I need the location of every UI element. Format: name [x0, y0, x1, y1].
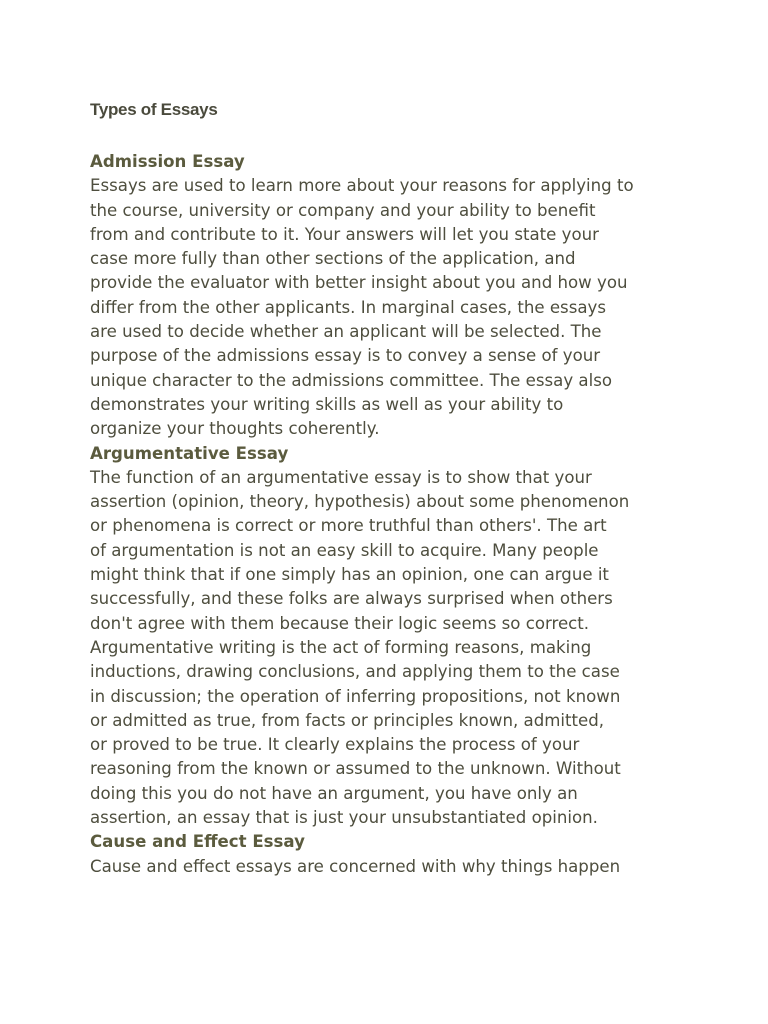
paragraph-line: assertion (opinion, theory, hypothesis) about some phenomenon	[90, 492, 630, 512]
paragraph-line: reasoning from the known or assumed to the unknown. Without	[90, 759, 621, 779]
paragraph-line: purpose of the admissions essay is to convey a sense of your	[90, 346, 601, 366]
paragraph-line: Cause and effect essays are concerned with why things happen	[90, 856, 621, 876]
paragraph-line: successfully, and these folks are always surprised when others	[90, 589, 613, 609]
paragraph-line: or phenomena is correct or more truthful than others'. The art	[90, 516, 607, 536]
paragraph-line: don't agree with them because their logic seems so correct.	[90, 613, 590, 633]
paragraph-line: assertion, an essay that is just your unsubstantiated opinion.	[90, 808, 598, 828]
paragraph-line: Essays are used to learn more about your reasons for applying to	[90, 176, 634, 196]
paragraph-line: case more fully than other sections of the application, and	[90, 249, 576, 269]
document-body	[90, 150, 768, 879]
paragraph-line: differ from the other applicants. In marginal cases, the essays	[90, 297, 606, 317]
paragraph-line: doing this you do not have an argument, you have only an	[90, 783, 578, 803]
paragraph-line: inductions, drawing conclusions, and applying them to the case	[90, 662, 620, 682]
section-heading-admission: Admission Essay	[90, 152, 245, 171]
paragraph-line: provide the evaluator with better insight about you and how you	[90, 273, 628, 293]
paragraph-line: unique character to the admissions committee. The essay also	[90, 370, 612, 390]
paragraph-line: the course, university or company and your ability to benefit	[90, 200, 596, 220]
paragraph-line: demonstrates your writing skills as well as your ability to	[90, 394, 564, 414]
section-heading-argumentative: Argumentative Essay	[90, 443, 289, 463]
paragraph-line: or admitted as true, from facts or principles known, admitted,	[90, 710, 605, 730]
paragraph-line: are used to decide whether an applicant will be selected. The	[90, 322, 602, 342]
paragraph-line: in discussion; the operation of inferring propositions, not known	[90, 686, 621, 706]
paragraph-line: from and contribute to it. Your answers will let you state your	[90, 224, 599, 244]
paragraph-line: of argumentation is not an easy skill to acquire. Many people	[90, 540, 599, 560]
paragraph-line: Argumentative writing is the act of forming reasons, making	[90, 637, 592, 657]
section-heading-cause-effect: Cause and Effect Essay	[90, 832, 305, 852]
paragraph-line: organize your thoughts coherently.	[90, 419, 380, 439]
document-title: Types of Essays	[90, 100, 218, 119]
paragraph-line: might think that if one simply has an opinion, one can argue it	[90, 565, 609, 585]
paragraph-line: or proved to be true. It clearly explains the process of your	[90, 735, 580, 755]
paragraph-line: The function of an argumentative essay is to show that your	[90, 467, 592, 487]
